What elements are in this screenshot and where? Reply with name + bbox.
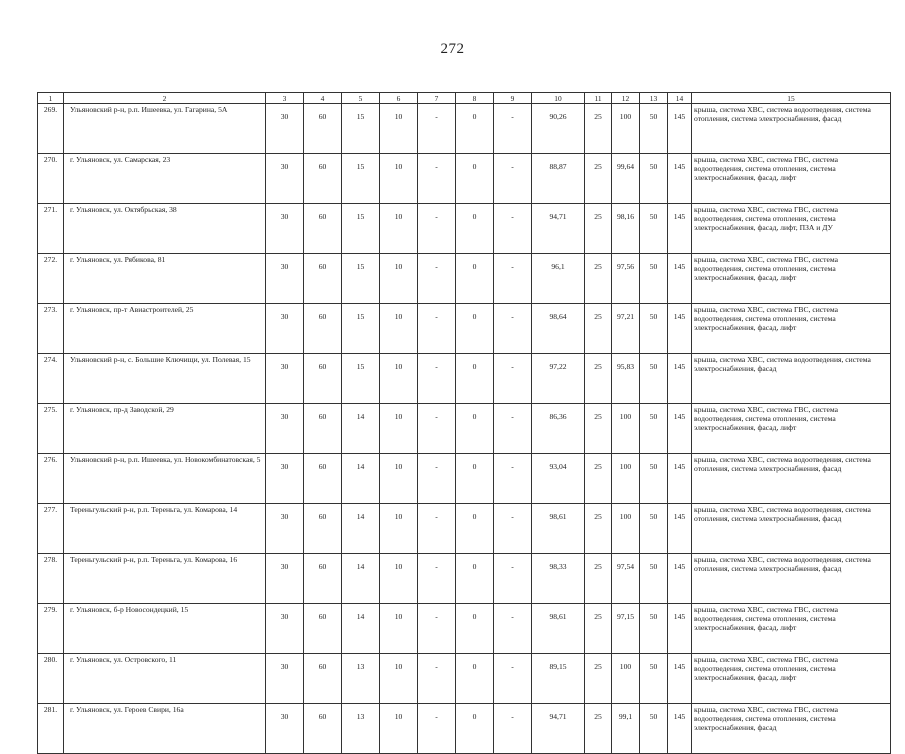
col-4: 60 <box>304 504 342 554</box>
col-14: 145 <box>668 154 692 204</box>
col-7: - <box>418 254 456 304</box>
header-cell: 8 <box>456 93 494 104</box>
col-13: 50 <box>640 604 668 654</box>
col-9: - <box>494 404 532 454</box>
col-12: 99,64 <box>612 154 640 204</box>
row-number: 271. <box>38 204 64 254</box>
col-6: 10 <box>380 404 418 454</box>
work-types: крыша, система ХВС, система водоотведения, система электроснабжения, фасад <box>692 354 891 404</box>
address: г. Ульяновск, ул. Октябрьская, 38 <box>64 204 266 254</box>
col-9: - <box>494 104 532 154</box>
col-6: 10 <box>380 504 418 554</box>
col-5: 15 <box>342 104 380 154</box>
col-3: 30 <box>266 704 304 754</box>
col-13: 50 <box>640 304 668 354</box>
header-cell: 2 <box>64 93 266 104</box>
col-10: 93,04 <box>532 454 585 504</box>
col-14: 145 <box>668 404 692 454</box>
work-types: крыша, система ХВС, система ГВС, система водоотведения, система отопления, система электроснабжения, фасад, лифт, ПЗА и ДУ <box>692 204 891 254</box>
col-10: 98,33 <box>532 554 585 604</box>
col-7: - <box>418 304 456 354</box>
col-11: 25 <box>585 304 612 354</box>
col-4: 60 <box>304 304 342 354</box>
col-9: - <box>494 704 532 754</box>
col-4: 60 <box>304 154 342 204</box>
col-13: 50 <box>640 154 668 204</box>
col-12: 97,56 <box>612 254 640 304</box>
col-5: 14 <box>342 454 380 504</box>
header-cell: 14 <box>668 93 692 104</box>
col-4: 60 <box>304 104 342 154</box>
col-4: 60 <box>304 654 342 704</box>
address: г. Ульяновск, ул. Островского, 11 <box>64 654 266 704</box>
col-7: - <box>418 404 456 454</box>
col-3: 30 <box>266 204 304 254</box>
col-14: 145 <box>668 654 692 704</box>
col-12: 100 <box>612 104 640 154</box>
col-5: 15 <box>342 354 380 404</box>
col-11: 25 <box>585 554 612 604</box>
col-8: 0 <box>456 454 494 504</box>
col-11: 25 <box>585 404 612 454</box>
col-14: 145 <box>668 454 692 504</box>
col-12: 95,83 <box>612 354 640 404</box>
col-6: 10 <box>380 654 418 704</box>
col-9: - <box>494 204 532 254</box>
table-row <box>38 554 891 604</box>
col-6: 10 <box>380 204 418 254</box>
col-6: 10 <box>380 254 418 304</box>
page-number: 272 <box>440 41 465 57</box>
work-types: крыша, система ХВС, система водоотведения, система отопления, система электроснабжения, фасад <box>692 554 891 604</box>
address: г. Ульяновск, пр-д Заводской, 29 <box>64 404 266 454</box>
work-types: крыша, система ХВС, система ГВС, система водоотведения, система отопления, система электроснабжения, фасад, лифт <box>692 304 891 354</box>
col-12: 97,21 <box>612 304 640 354</box>
col-14: 145 <box>668 254 692 304</box>
col-5: 15 <box>342 304 380 354</box>
header-cell: 15 <box>692 93 891 104</box>
col-5: 15 <box>342 254 380 304</box>
col-3: 30 <box>266 654 304 704</box>
repair-table <box>37 92 891 754</box>
col-11: 25 <box>585 204 612 254</box>
col-14: 145 <box>668 104 692 154</box>
col-6: 10 <box>380 554 418 604</box>
col-10: 96,1 <box>532 254 585 304</box>
col-7: - <box>418 704 456 754</box>
header-cell: 11 <box>585 93 612 104</box>
col-13: 50 <box>640 554 668 604</box>
row-number: 279. <box>38 604 64 654</box>
address: г. Ульяновск, б-р Новосондецкий, 15 <box>64 604 266 654</box>
col-3: 30 <box>266 604 304 654</box>
col-5: 14 <box>342 604 380 654</box>
col-13: 50 <box>640 254 668 304</box>
col-7: - <box>418 554 456 604</box>
col-11: 25 <box>585 354 612 404</box>
col-6: 10 <box>380 454 418 504</box>
col-3: 30 <box>266 504 304 554</box>
col-13: 50 <box>640 404 668 454</box>
col-8: 0 <box>456 354 494 404</box>
col-8: 0 <box>456 104 494 154</box>
table-row <box>38 504 891 554</box>
col-12: 100 <box>612 454 640 504</box>
header-cell: 6 <box>380 93 418 104</box>
row-number: 273. <box>38 304 64 354</box>
row-number: 280. <box>38 654 64 704</box>
col-10: 98,61 <box>532 604 585 654</box>
address: г. Ульяновск, ул. Героев Свири, 16а <box>64 704 266 754</box>
col-9: - <box>494 504 532 554</box>
address: г. Ульяновск, ул. Самарская, 23 <box>64 154 266 204</box>
col-4: 60 <box>304 454 342 504</box>
col-7: - <box>418 604 456 654</box>
col-14: 145 <box>668 304 692 354</box>
address: г. Ульяновск, ул. Рябикова, 81 <box>64 254 266 304</box>
row-number: 276. <box>38 454 64 504</box>
table-row <box>38 604 891 654</box>
table-row <box>38 704 891 754</box>
header-cell: 3 <box>266 93 304 104</box>
col-10: 94,71 <box>532 204 585 254</box>
col-13: 50 <box>640 204 668 254</box>
col-9: - <box>494 304 532 354</box>
col-4: 60 <box>304 604 342 654</box>
header-cell: 12 <box>612 93 640 104</box>
row-number: 270. <box>38 154 64 204</box>
header-cell: 5 <box>342 93 380 104</box>
col-7: - <box>418 654 456 704</box>
address: г. Ульяновск, пр-т Авиастроителей, 25 <box>64 304 266 354</box>
col-12: 100 <box>612 654 640 704</box>
col-10: 90,26 <box>532 104 585 154</box>
work-types: крыша, система ХВС, система ГВС, система водоотведения, система отопления, система электроснабжения, фасад, лифт <box>692 654 891 704</box>
col-14: 145 <box>668 504 692 554</box>
col-13: 50 <box>640 454 668 504</box>
col-14: 145 <box>668 704 692 754</box>
address: Ульяновский р-н, р.п. Ишеевка, ул. Гагарина, 5А <box>64 104 266 154</box>
col-11: 25 <box>585 654 612 704</box>
table-row <box>38 304 891 354</box>
col-14: 145 <box>668 554 692 604</box>
table-row <box>38 104 891 154</box>
table-row <box>38 354 891 404</box>
col-11: 25 <box>585 154 612 204</box>
col-3: 30 <box>266 454 304 504</box>
col-13: 50 <box>640 354 668 404</box>
col-3: 30 <box>266 354 304 404</box>
col-6: 10 <box>380 154 418 204</box>
col-6: 10 <box>380 704 418 754</box>
col-10: 98,64 <box>532 304 585 354</box>
col-12: 99,1 <box>612 704 640 754</box>
col-10: 89,15 <box>532 654 585 704</box>
col-9: - <box>494 604 532 654</box>
col-5: 15 <box>342 204 380 254</box>
col-8: 0 <box>456 704 494 754</box>
col-13: 50 <box>640 704 668 754</box>
work-types: крыша, система ХВС, система водоотведения, система отопления, система электроснабжения, фасад <box>692 504 891 554</box>
row-number: 281. <box>38 704 64 754</box>
col-3: 30 <box>266 104 304 154</box>
col-5: 15 <box>342 154 380 204</box>
col-14: 145 <box>668 354 692 404</box>
col-5: 14 <box>342 554 380 604</box>
col-9: - <box>494 654 532 704</box>
work-types: крыша, система ХВС, система ГВС, система водоотведения, система отопления, система электроснабжения, фасад, лифт <box>692 404 891 454</box>
col-4: 60 <box>304 404 342 454</box>
address: Тереньгульский р-н, р.п. Тереньга, ул. Комарова, 14 <box>64 504 266 554</box>
col-10: 98,61 <box>532 504 585 554</box>
work-types: крыша, система ХВС, система ГВС, система водоотведения, система отопления, система электроснабжения, фасад, лифт <box>692 254 891 304</box>
col-8: 0 <box>456 404 494 454</box>
address: Тереньгульский р-н, р.п. Тереньга, ул. Комарова, 16 <box>64 554 266 604</box>
header-cell: 4 <box>304 93 342 104</box>
col-13: 50 <box>640 504 668 554</box>
col-7: - <box>418 354 456 404</box>
col-5: 14 <box>342 504 380 554</box>
col-4: 60 <box>304 354 342 404</box>
col-7: - <box>418 454 456 504</box>
col-6: 10 <box>380 354 418 404</box>
row-number: 278. <box>38 554 64 604</box>
header-cell: 7 <box>418 93 456 104</box>
col-10: 88,87 <box>532 154 585 204</box>
col-5: 13 <box>342 704 380 754</box>
table-row <box>38 204 891 254</box>
col-7: - <box>418 104 456 154</box>
col-8: 0 <box>456 654 494 704</box>
row-number: 272. <box>38 254 64 304</box>
col-12: 100 <box>612 504 640 554</box>
col-11: 25 <box>585 604 612 654</box>
address: Ульяновский р-н, р.п. Ишеевка, ул. Новокомбинатовская, 5 <box>64 454 266 504</box>
col-8: 0 <box>456 604 494 654</box>
header-cell: 9 <box>494 93 532 104</box>
header-cell: 1 <box>38 93 64 104</box>
col-9: - <box>494 554 532 604</box>
col-8: 0 <box>456 254 494 304</box>
col-8: 0 <box>456 504 494 554</box>
col-11: 25 <box>585 104 612 154</box>
col-11: 25 <box>585 254 612 304</box>
work-types: крыша, система ХВС, система ГВС, система водоотведения, система отопления, система электроснабжения, фасад, лифт <box>692 604 891 654</box>
col-6: 10 <box>380 604 418 654</box>
col-9: - <box>494 354 532 404</box>
col-7: - <box>418 204 456 254</box>
col-14: 145 <box>668 204 692 254</box>
work-types: крыша, система ХВС, система ГВС, система водоотведения, система отопления, система электроснабжения, фасад, лифт <box>692 154 891 204</box>
col-3: 30 <box>266 254 304 304</box>
address: Ульяновский р-н, с. Большие Ключищи, ул. Полевая, 15 <box>64 354 266 404</box>
table-row <box>38 254 891 304</box>
col-12: 100 <box>612 404 640 454</box>
col-14: 145 <box>668 604 692 654</box>
col-9: - <box>494 254 532 304</box>
col-8: 0 <box>456 554 494 604</box>
work-types: крыша, система ХВС, система водоотведения, система отопления, система электроснабжения, фасад <box>692 104 891 154</box>
col-5: 13 <box>342 654 380 704</box>
col-12: 98,16 <box>612 204 640 254</box>
col-5: 14 <box>342 404 380 454</box>
col-9: - <box>494 154 532 204</box>
col-11: 25 <box>585 704 612 754</box>
row-number: 275. <box>38 404 64 454</box>
col-9: - <box>494 454 532 504</box>
work-types: крыша, система ХВС, система водоотведения, система отопления, система электроснабжения, фасад <box>692 454 891 504</box>
col-8: 0 <box>456 204 494 254</box>
row-number: 277. <box>38 504 64 554</box>
col-10: 86,36 <box>532 404 585 454</box>
table-row <box>38 454 891 504</box>
col-10: 97,22 <box>532 354 585 404</box>
col-13: 50 <box>640 104 668 154</box>
header-row <box>38 93 891 104</box>
table-row <box>38 154 891 204</box>
col-4: 60 <box>304 554 342 604</box>
header-cell: 10 <box>532 93 585 104</box>
table-row <box>38 654 891 704</box>
col-7: - <box>418 154 456 204</box>
col-12: 97,15 <box>612 604 640 654</box>
col-7: - <box>418 504 456 554</box>
col-8: 0 <box>456 154 494 204</box>
header-cell: 13 <box>640 93 668 104</box>
col-10: 94,71 <box>532 704 585 754</box>
col-4: 60 <box>304 254 342 304</box>
col-11: 25 <box>585 504 612 554</box>
col-3: 30 <box>266 154 304 204</box>
col-3: 30 <box>266 304 304 354</box>
col-6: 10 <box>380 304 418 354</box>
work-types: крыша, система ХВС, система ГВС, система водоотведения, система отопления, система электроснабжения, фасад <box>692 704 891 754</box>
col-13: 50 <box>640 654 668 704</box>
col-11: 25 <box>585 454 612 504</box>
col-8: 0 <box>456 304 494 354</box>
table-row <box>38 404 891 454</box>
col-3: 30 <box>266 404 304 454</box>
col-4: 60 <box>304 204 342 254</box>
col-3: 30 <box>266 554 304 604</box>
col-12: 97,54 <box>612 554 640 604</box>
row-number: 274. <box>38 354 64 404</box>
col-6: 10 <box>380 104 418 154</box>
row-number: 269. <box>38 104 64 154</box>
col-4: 60 <box>304 704 342 754</box>
